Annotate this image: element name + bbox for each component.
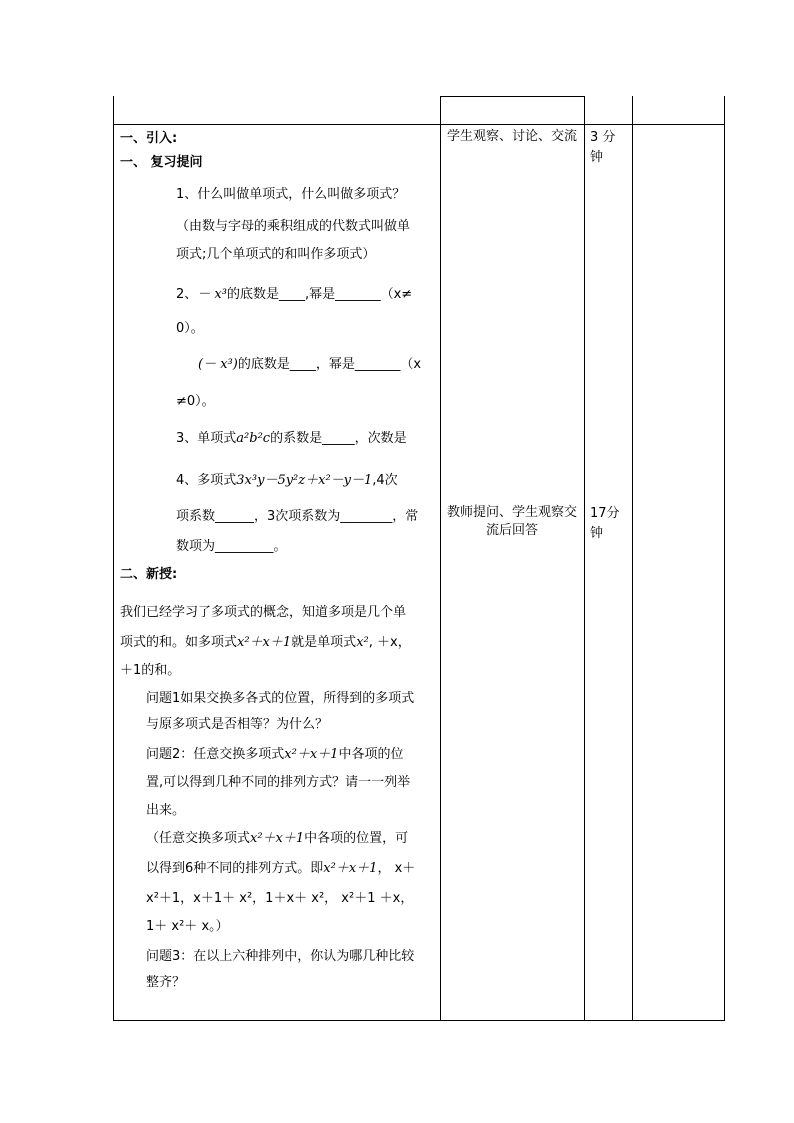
answer-line1: （任意交换多项式x²＋x＋1中各项的位置，可 [146, 831, 409, 846]
question-1-answer-line1: （由数与字母的乘积组成的代数式叫做单 [176, 219, 411, 234]
problem2-expression: x²＋x＋1 [284, 747, 339, 762]
question-1-answer-line2: 项式;几个单项式的和叫作多项式） [176, 247, 376, 262]
problem3-line2: 整齐？ [146, 975, 186, 990]
question-4-expression: 3x³y－5y²z＋x²－y－1 [236, 473, 373, 488]
question-2a-expression: － x³ [197, 287, 227, 302]
table-border-bottom [113, 1020, 725, 1021]
question-2b-wrap: ≠0）。 [176, 394, 215, 409]
question-2b-expression: (－ x³) [198, 357, 238, 372]
problem1-line1: 问题1如果交换多各式的位置，所得到的多项式 [146, 691, 415, 706]
answer-expression1: x²＋x＋1 [250, 831, 305, 846]
time-row1: 3 分钟 [590, 130, 616, 165]
time-row2: 17分钟 [590, 506, 620, 541]
answer-expression2: x²＋x＋1 [323, 861, 378, 876]
review-heading: 一、 复习提问 [120, 155, 203, 170]
table-border-left [113, 96, 114, 1021]
problem2-line3: 出来。 [146, 803, 186, 818]
question-4-prefix: 4、多项式 [176, 473, 237, 488]
problem2-line1: 问题2：任意交换多项式x²＋x＋1中各项的位 [146, 747, 404, 762]
answer-line2: 以得到6种不同的排列方式。即x²＋x＋1， x＋ [146, 861, 416, 876]
section2-heading: 二、新授: [120, 567, 178, 582]
question-1: 1、什么叫做单项式，什么叫做多项式？ [176, 187, 406, 202]
activity-row2: 教师提问、学生观察交流后回答 [446, 505, 577, 538]
table-border-top-row2 [113, 124, 725, 125]
table-border-right [724, 96, 725, 1021]
question-4-line2: 项系数______，3次项系数为________，常 [176, 509, 419, 524]
question-2b-text: 的底数是____，幂是_______（x [237, 357, 422, 372]
paragraph1-expression: x²＋x＋1 [237, 635, 292, 650]
paragraph1-expression2: x² [356, 635, 369, 650]
table-border-col2 [440, 96, 441, 1021]
problem1-line2: 与原多项式是否相等？为什么？ [146, 717, 329, 732]
table-border-col3 [584, 96, 585, 1021]
table-border-small-cell-top [440, 96, 584, 97]
section1-heading: 一、引入: [120, 131, 178, 146]
question-3-expression: a²b²c [236, 431, 271, 446]
activity-row1: 学生观察、讨论、交流 [446, 129, 577, 144]
question-4-suffix: ,4次 [372, 473, 398, 488]
answer-line3: x²＋1，x＋1＋ x²，1＋x＋ x²， x²＋1 ＋x， [146, 891, 414, 906]
question-2a-text: 的底数是____,幂是_______（x≠ [226, 287, 413, 302]
paragraph1-line2: 项式的和。如多项式x²＋x＋1就是单项式x², ＋x， [120, 635, 411, 650]
paragraph1-line3: ＋1的和。 [120, 663, 181, 678]
question-2a: 2、－ x³的底数是____,幂是_______（x≠ [176, 287, 413, 302]
problem3-line1: 问题3：在以上六种排列中，你认为哪几种比较 [146, 949, 415, 964]
question-2a-wrap: 0）。 [176, 321, 204, 336]
question-3-prefix: 3、单项式 [176, 431, 237, 446]
question-3 [176, 430, 407, 448]
question-4-line3: 数项为_________。 [176, 539, 287, 554]
question-3-text: 的系数是_____，次数是 [270, 431, 407, 446]
paragraph1-line1: 我们已经学习了多项式的概念，知道多项是几个单 [120, 605, 407, 620]
question-2b [198, 356, 421, 374]
answer-line4: 1＋ x²＋ x。） [146, 919, 229, 934]
question-4 [176, 472, 398, 490]
problem2-line2: 置,可以得到几种不同的排列方式？请一一列举 [146, 775, 411, 790]
table-border-col4 [632, 96, 633, 1021]
